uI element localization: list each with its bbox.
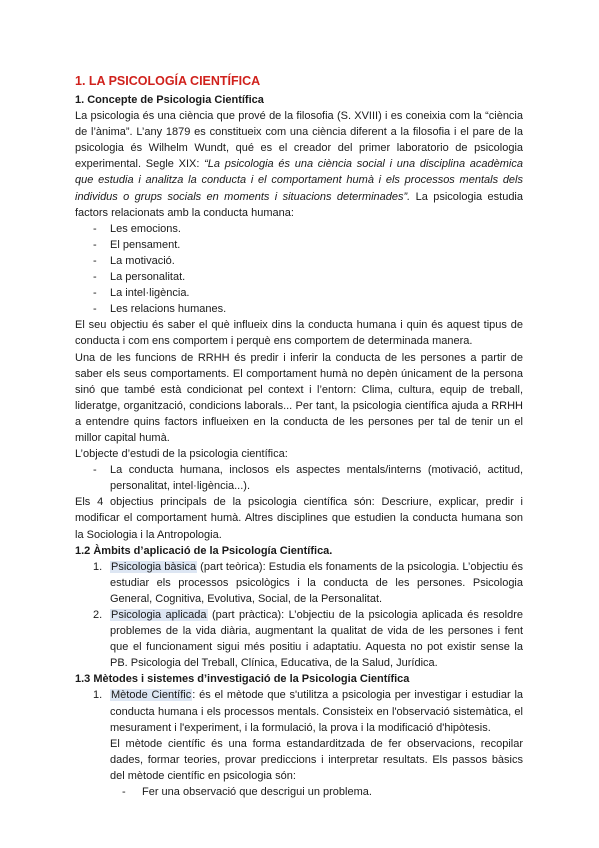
list-item: - La personalitat. <box>93 269 523 285</box>
list-item: - El pensament. <box>93 237 523 253</box>
item-text: (part teòrica): Estudia els fonaments de la psicologia. L’objectiu és estudiar els processos psicològics i la conducta de les persones. Psicologia General, Cognitiva, Evolutiva, Social, de la Personalitat. <box>110 560 523 605</box>
list-item: - La intel·ligència. <box>93 285 523 301</box>
item-text: : és el mètode que s'utilitza a psicologia per investigar i estudiar la conducta humana i els processos mentals. Consisteix en l'observació sistemàtica, el mesurament i l'experiment, i la formulació, la prova i la modificació d'hipòtesis. <box>110 689 524 734</box>
subsection-title-areas: 1.2 Àmbits d’aplicació de la Psicología Científica. <box>75 544 333 557</box>
list-item: - Fer una observació que descrigui un problema. <box>122 784 523 800</box>
intro-text-b: La psicologia estudia factors relacionats amb la conducta humana: <box>75 190 523 219</box>
item-number: 1. <box>93 560 103 573</box>
highlighted-term: Psicologia bàsica <box>111 560 197 573</box>
subsection-title-methods: 1.3 Mètodes i sistemes d’investigació de la Psicologia Científica <box>75 673 410 686</box>
paragraph-objective: El seu objectiu és saber el què influeix dins la conducta humana i quin és aquest tipus de conducta i com ens comportem i perquè ens comportem de determinada manera. <box>75 319 523 348</box>
highlighted-term: Mètode Científic <box>111 689 192 702</box>
section-title: 1. LA PSICOLOGÍA CIENTÍFICA <box>75 74 261 88</box>
list-item: - La motivació. <box>93 253 523 269</box>
intro-text-a: La psicologia és una ciència que prové de la filosofia (S. XVIII) i es coneixia com la “ciència de l’ànima”. L’any 1879 es constitueix com una ciència diferent a la filosofia i el pare de la psicologia és Wilhelm Wundt, qué es el creador del primer laboratorio de psicologia experimental. Segle XIX: <box>75 110 523 171</box>
list-item: - La conducta humana, inclosos els aspectes mentals/interns (motivació, actitud, personalitat, intel·ligència...). <box>93 462 523 494</box>
item-number: 1. <box>93 689 103 702</box>
steps-list <box>75 784 523 800</box>
paragraph-object-of-study: L’objecte d’estudi de la psicologia científica: <box>75 448 288 461</box>
paragraph-four-objectives: Els 4 objectius principals de la psicologia científica són: Descriure, explicar, predir i modificar el comportament humà. Altres disciplines que estudien la conducta humana son la Sociologia i la Antropologia. <box>75 496 523 541</box>
list-item <box>93 687 523 735</box>
paragraph-scientific-method: El mètode científic és una forma estandarditzada de fer observacions, recopilar dades, formar teories, provar prediccions i interpretar resultats. Els passos bàsics del mètode científic en psicologia són: <box>110 737 523 782</box>
subsection-title-concept: 1. Concepte de Psicologia Científica <box>75 94 264 106</box>
paragraph-intro <box>75 108 523 221</box>
list-item <box>93 559 523 607</box>
item-text: (part pràctica): L’objectiu de la psicologia aplicada és resoldre problemes de la vida diària, augmentant la qualitat de vida de les persones i fent que el funcionament sigui més positiu i adaptatiu. Aquesta no pot existir sense la PB. Psicologia del Treball, Clínica, Educativa, de la Salud, Jurídica. <box>110 609 524 670</box>
list-item: - Les relacions humanes. <box>93 301 523 317</box>
list-item <box>93 607 523 671</box>
object-list <box>75 462 523 494</box>
item-number: 2. <box>93 609 103 621</box>
paragraph-rrhh: Una de les funcions de RRHH és predir i inferir la conducta de les persones a partir de saber els seus comportaments. El comportament humà no depèn únicament de la persona sinó que també està condicionat pel context i l’entorn: Clima, cultura, equip de treball, lideratge, organització, condicions laborals... Per tant, la psicologia científica ajuda a RRHH a entendre quins factors influeixen en la conducta de les persones per tal de tenir un el millor capital humà. <box>75 351 523 444</box>
methods-list <box>75 687 523 735</box>
areas-list <box>75 559 523 672</box>
intro-quote: “La psicologia és una ciència social i una disciplina acadèmica que estudia i analitza la conducta i el comportament humà i els processos mentals dels individus o grups socials en moments i situacions determinades”. <box>75 158 523 203</box>
factors-list <box>75 221 523 318</box>
highlighted-term: Psicologia aplicada <box>111 609 207 621</box>
list-item: - Les emocions. <box>93 221 523 237</box>
